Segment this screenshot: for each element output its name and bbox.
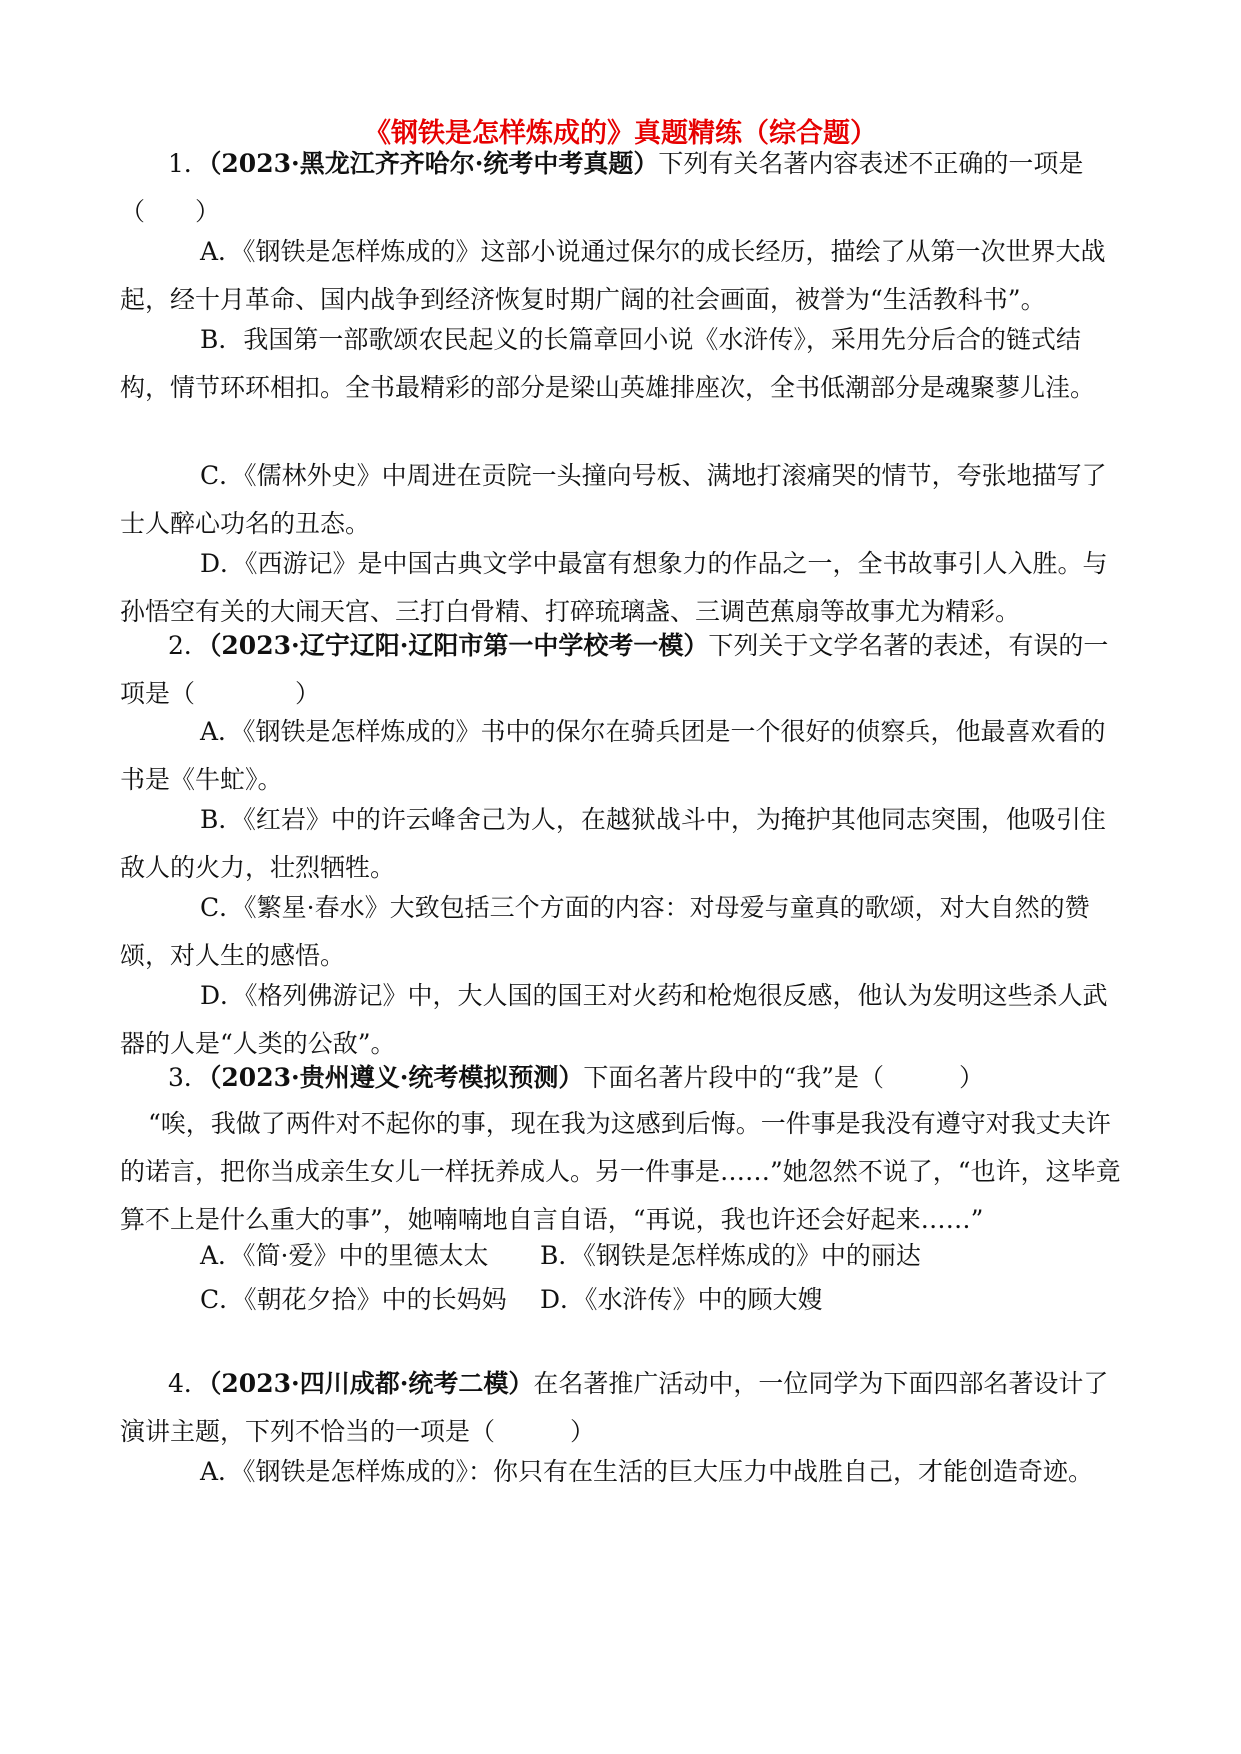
q3-option-c: C．《朝花夕拾》中的长妈妈 [200,1285,507,1314]
q4-option-a: A．《钢铁是怎样炼成的》：你只有在生活的巨大压力中战胜自己，才能创造奇迹。 [200,1457,1094,1486]
q2-option-d: D．《格列佛游记》中，大人国的国王对火药和枪炮很反感，他认为发明这些杀人武器的人是“人类的公敌”。 [120,981,1108,1058]
q2-option-c: C．《繁星·春水》大致包括三个方面的内容：对母爱与童真的歌颂，对大自然的赞颂，对人生的感悟。 [120,893,1090,970]
q3-option-b: B．《钢铁是怎样炼成的》中的丽达 [540,1241,921,1270]
question-2 [120,622,1130,718]
question-number: 4． [168,1369,209,1398]
q3-option-a: A．《简·爱》中的里德太太 [200,1241,489,1270]
q2-option-a: A．《钢铁是怎样炼成的》书中的保尔在骑兵团是一个很好的侦察兵，他最喜欢看的书是《牛虻》。 [120,717,1106,794]
q1-option-c: C．《儒林外史》中周进在贡院一头撞向号板、满地打滚痛哭的情节，夸张地描写了士人醉心功名的丑态。 [120,461,1107,538]
question-stem: 下列有关名著内容表述不正确的一项是（ ） [120,149,1084,226]
question-stem: 下面名著片段中的“我”是（ ） [583,1063,984,1092]
question-number: 1． [168,149,209,178]
question-stem: 在名著推广活动中，一位同学为下面四部名著设计了演讲主题，下列不恰当的一项是（ ） [120,1369,1109,1446]
question-source: （2023·贵州遵义·统考模拟预测） [208,1063,584,1092]
question-number: 2． [168,631,209,660]
question-source: （2023·辽宁辽阳·辽阳市第一中学校考一模） [208,631,709,660]
page-title: 《钢铁是怎样炼成的》真题精练（综合题） [364,118,877,149]
q3-passage: “唉，我做了两件对不起你的事，现在我为这感到后悔。一件事是我没有遵守对我丈夫许的诺言，把你当成亲生女儿一样抚养成人。另一件事是……”她忽然不说了，“也许，这毕竟算不上是什么重大的事”，她喃喃地自言自语，“再说，我也许还会好起来……” [120,1109,1121,1234]
question-1 [120,140,1130,236]
q2-option-b: B．《红岩》中的许云峰舍己为人，在越狱战斗中，为掩护其他同志突围，他吸引住敌人的火力，壮烈牺牲。 [120,805,1106,882]
question-source: （2023·四川成都·统考二模） [208,1369,534,1398]
q1-option-b: B．我国第一部歌颂农民起义的长篇章回小说《水浒传》，采用先分后合的链式结构，情节环环相扣。全书最精彩的部分是梁山英雄排座次，全书低潮部分是魂聚蓼儿洼。 [120,325,1096,402]
question-number: 3． [168,1063,209,1092]
q1-option-d: D．《西游记》是中国古典文学中最富有想象力的作品之一，全书故事引人入胜。与孙悟空有关的大闹天宫、三打白骨精、打碎琉璃盏、三调芭蕉扇等故事尤为精彩。 [120,549,1108,626]
question-4 [120,1360,1130,1456]
question-3 [120,1054,1130,1102]
q1-option-a: A．《钢铁是怎样炼成的》这部小说通过保尔的成长经历，描绘了从第一次世界大战起，经十月革命、国内战争到经济恢复时期广阔的社会画面，被誉为“生活教科书”。 [120,237,1106,314]
question-source: （2023·黑龙江齐齐哈尔·统考中考真题） [208,149,659,178]
question-stem: 下列关于文学名著的表述，有误的一项是（ ） [120,631,1109,708]
q3-option-d: D．《水浒传》中的顾大嫂 [540,1285,823,1314]
